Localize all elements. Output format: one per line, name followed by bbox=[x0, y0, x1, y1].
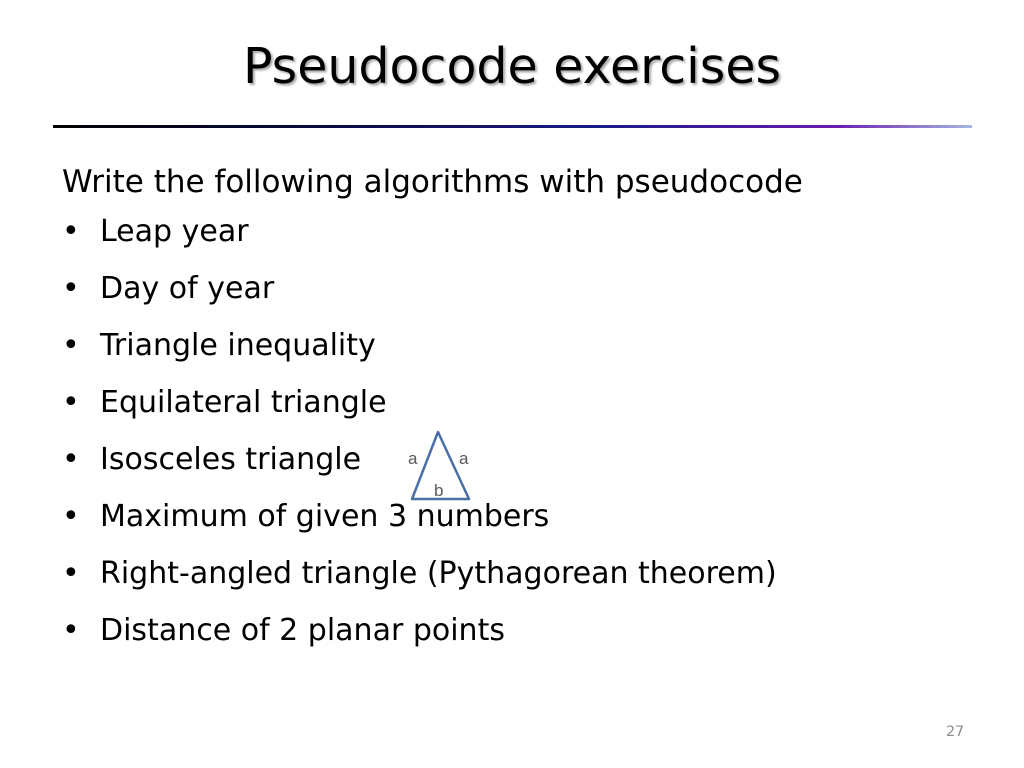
list-item-maximum-of-3 bbox=[62, 495, 962, 552]
bullet-icon: • bbox=[62, 214, 80, 249]
list-item-triangle-inequality bbox=[62, 324, 962, 381]
exercise-list bbox=[62, 210, 962, 666]
bullet-icon: • bbox=[62, 271, 80, 306]
triangle-left-side-label: a bbox=[408, 449, 418, 468]
isosceles-triangle-diagram bbox=[404, 428, 474, 504]
title-underline bbox=[53, 125, 972, 128]
list-item-label: Leap year bbox=[100, 214, 249, 249]
list-item-label: Triangle inequality bbox=[100, 328, 376, 363]
bullet-icon: • bbox=[62, 556, 80, 591]
list-item-label: Distance of 2 planar points bbox=[100, 613, 505, 648]
list-item-label: Isosceles triangle bbox=[100, 442, 362, 477]
page-number: 27 bbox=[946, 724, 964, 740]
bullet-icon: • bbox=[62, 442, 80, 477]
slide-body bbox=[62, 160, 962, 666]
bullet-icon: • bbox=[62, 385, 80, 420]
intro-text: Write the following algorithms with pseudocode bbox=[62, 164, 803, 200]
bullet-icon: • bbox=[62, 328, 80, 363]
list-item-label: Maximum of given 3 numbers bbox=[100, 499, 550, 534]
list-item-label: Equilateral triangle bbox=[100, 385, 387, 420]
list-item-distance-of-points bbox=[62, 609, 962, 666]
slide-title: Pseudocode exercises bbox=[243, 38, 781, 95]
list-item-label: Day of year bbox=[100, 271, 275, 306]
list-item-right-angled-triangle bbox=[62, 552, 962, 609]
bullet-icon: • bbox=[62, 499, 80, 534]
list-item-label: Right-angled triangle (Pythagorean theorem) bbox=[100, 556, 777, 591]
triangle-right-side-label: a bbox=[459, 449, 469, 468]
bullet-icon: • bbox=[62, 613, 80, 648]
list-item-equilateral-triangle bbox=[62, 381, 962, 438]
list-item-day-of-year bbox=[62, 267, 962, 324]
list-item-leap-year bbox=[62, 210, 962, 267]
triangle-base-label: b bbox=[434, 481, 444, 500]
list-item-isosceles-triangle bbox=[62, 438, 962, 495]
